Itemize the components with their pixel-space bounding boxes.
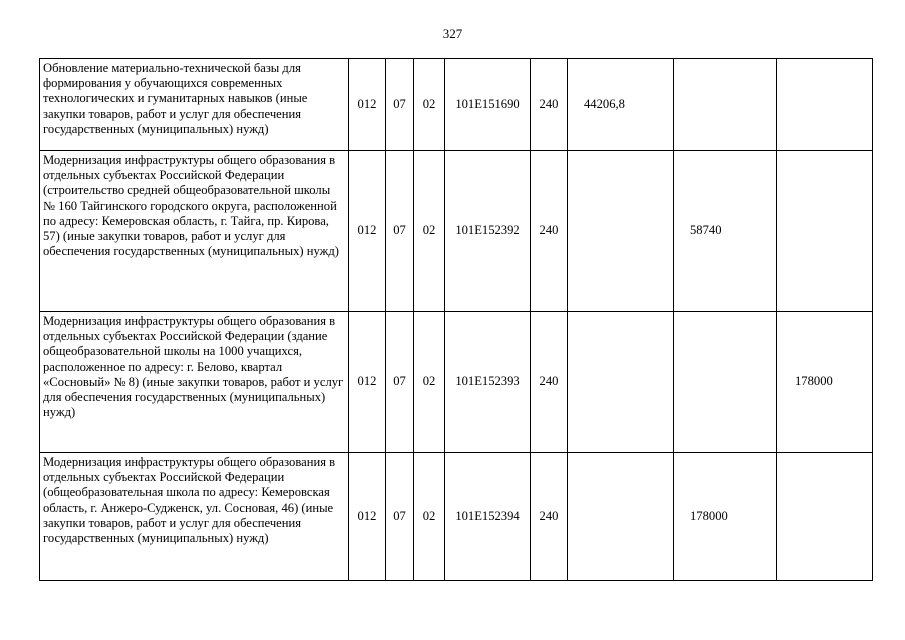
amount-3 [777, 453, 873, 581]
expense-type-code: 240 [531, 151, 568, 312]
ministry-code: 012 [349, 59, 386, 151]
amount-2 [674, 312, 777, 453]
subsection-code: 02 [414, 453, 445, 581]
subsection-code: 02 [414, 151, 445, 312]
expense-type-code: 240 [531, 312, 568, 453]
section-code: 07 [386, 151, 414, 312]
amount-2: 178000 [674, 453, 777, 581]
amount-3 [777, 151, 873, 312]
target-article-code: 101E151690 [445, 59, 531, 151]
section-code: 07 [386, 312, 414, 453]
target-article-code: 101E152394 [445, 453, 531, 581]
ministry-code: 012 [349, 312, 386, 453]
row-description: Модернизация инфраструктуры общего образования в отдельных субъектах Российской Федерации (строительство средней общеобразовательной школы № 160 Тайгинского городского округа, расположенной по адресу: Кемеровская область, г. Тайга, пр. Кирова, 57) (иные закупки товаров, работ и услуг для обеспечения государственных (муниципальных) нужд) [40, 151, 349, 312]
budget-table [39, 58, 873, 581]
table-row [40, 312, 873, 453]
row-description: Модернизация инфраструктуры общего образования в отдельных субъектах Российской Федерации (здание общеобразовательной школы на 1000 учащихся, расположенное по адресу: г. Белово, квартал «Сосновый» № 8) (иные закупки товаров, работ и услуг для обеспечения государственных (муниципальных) нужд) [40, 312, 349, 453]
ministry-code: 012 [349, 453, 386, 581]
target-article-code: 101E152392 [445, 151, 531, 312]
amount-2 [674, 59, 777, 151]
subsection-code: 02 [414, 312, 445, 453]
amount-1 [568, 151, 674, 312]
amount-2: 58740 [674, 151, 777, 312]
table-row [40, 59, 873, 151]
target-article-code: 101E152393 [445, 312, 531, 453]
section-code: 07 [386, 59, 414, 151]
expense-type-code: 240 [531, 59, 568, 151]
table-row [40, 151, 873, 312]
amount-3 [777, 59, 873, 151]
amount-1: 44206,8 [568, 59, 674, 151]
table-row [40, 453, 873, 581]
subsection-code: 02 [414, 59, 445, 151]
section-code: 07 [386, 453, 414, 581]
ministry-code: 012 [349, 151, 386, 312]
page-number: 327 [442, 26, 463, 41]
amount-1 [568, 312, 674, 453]
row-description: Обновление материально-технической базы для формирования у обучающихся современных технологических и гуманитарных навыков (иные закупки товаров, работ и услуг для обеспечения государственных (муниципальных) нужд) [40, 59, 349, 151]
amount-3: 178000 [777, 312, 873, 453]
expense-type-code: 240 [531, 453, 568, 581]
amount-1 [568, 453, 674, 581]
row-description: Модернизация инфраструктуры общего образования в отдельных субъектах Российской Федерации (общеобразовательная школа по адресу: Кемеровская область, г. Анжеро-Судженск, ул. Сосновая, 46) (иные закупки товаров, работ и услуг для обеспечения государственных (муниципальных) нужд) [40, 453, 349, 581]
